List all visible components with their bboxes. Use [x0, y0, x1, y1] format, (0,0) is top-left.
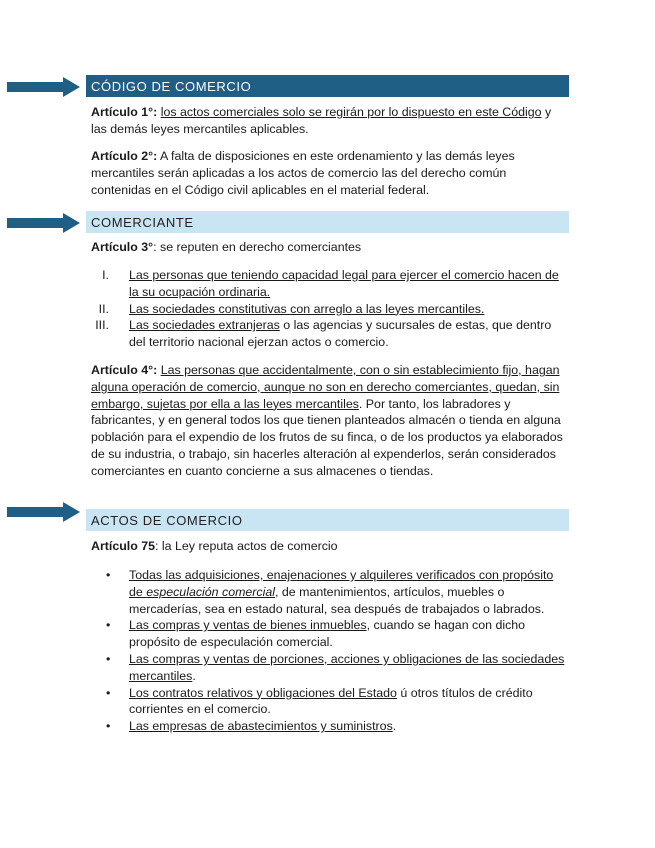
list-underlined-italic: especulación comercial [146, 584, 276, 599]
list-text: o las agencias y sucursales de estas, que dentro del territorio nacional ejerzan actos o comercio. [129, 318, 552, 350]
list-underlined: Las compras y ventas de porciones, acciones y obligaciones de las sociedades mercantiles [129, 651, 565, 683]
article-label: Artículo 3° [91, 240, 154, 254]
article-label: Artículo 4°: [91, 363, 158, 377]
article-label: Artículo 75 [91, 539, 156, 553]
list-underlined: Todas las adquisiciones, enajenaciones y alquileres verificados con propósito de [129, 568, 554, 599]
bullet-icon: • [106, 651, 111, 666]
list-item [91, 617, 569, 651]
list-item [91, 685, 569, 719]
article-text: A falta de disposiciones en este ordenamiento y las demás leyes mercantiles serán aplicadas a los actos de comercio las del derecho común contenidas en el Código civil aplicables en el material federal. [91, 149, 515, 197]
list-item [91, 301, 569, 318]
bullet-icon: • [106, 618, 111, 633]
list-underlined: Las personas que teniendo capacidad legal para ejercer el comercio hacen de la su ocupación ordinaria. [129, 268, 559, 299]
bullet-icon: • [106, 685, 111, 700]
article-underlined: Las personas que accidentalmente, con o sin establecimiento fijo, hagan alguna operación de comercio, aunque no son en derecho comerciantes, quedan, sin embargo, sujetas por ella a las leyes mercantiles [91, 363, 560, 411]
article-text: . Por tanto, los labradores y fabricantes, y en general todos los que tienen planteados almacén o tienda en alguna población para el expendio de los frutos de su finca, o de los productos ya elaborados de su industria, o trabajo, sin hacerles alteración al expenderlos, serán considerados comerciantes en cuanto concierne a sus almacenes o tiendas. [91, 396, 563, 478]
right-arrow-icon [7, 77, 80, 97]
article-1 [91, 104, 569, 138]
list-text: , de mantenimientos, artículos, muebles o mercaderías, sea en estado natural, sea después de trabajados o labrados. [129, 584, 545, 616]
list-text: ú otros títulos de crédito corrientes en el comercio. [129, 685, 533, 717]
list-text: . [192, 668, 196, 683]
list-item [91, 267, 569, 301]
list-underlined: Las compras y ventas de bienes inmuebles [129, 618, 367, 633]
section-title-comerciante: COMERCIANTE [86, 211, 569, 233]
right-arrow-icon [7, 213, 80, 233]
article-3-list [91, 267, 569, 351]
list-item [91, 567, 569, 617]
list-item [91, 317, 569, 351]
article-text: : la Ley reputa actos de comercio [155, 539, 338, 553]
article-text: y las demás leyes mercantiles aplicables. [91, 105, 552, 136]
article-text: : se reputen en derecho comerciantes [153, 240, 362, 254]
bullet-icon: • [106, 568, 111, 582]
article-75-list [91, 567, 569, 735]
list-text: , cuando se hagan con dicho propósito de especulación comercial. [129, 618, 526, 650]
article-underlined: los actos comerciales solo se regirán por lo dispuesto en este Código [160, 105, 542, 119]
list-text: . [392, 719, 397, 734]
article-label: Artículo 1°: [91, 105, 158, 119]
bullet-icon: • [106, 719, 111, 734]
section-title-actos: ACTOS DE COMERCIO [86, 509, 569, 531]
list-underlined: Las sociedades constitutivas con arreglo a las leyes mercantiles. [129, 301, 485, 316]
list-underlined: Los contratos relativos y obligaciones del Estado [129, 685, 397, 700]
list-item [91, 718, 569, 735]
list-item [91, 651, 569, 685]
list-underlined: Las sociedades extranjeras [129, 318, 280, 333]
list-marker: III. [95, 318, 109, 333]
section-title-codigo: CÓDIGO DE COMERCIO [86, 75, 569, 97]
list-underlined: Las empresas de abastecimientos y suministros [129, 719, 393, 734]
article-4 [91, 362, 569, 480]
article-label: Artículo 2°: [91, 149, 158, 163]
list-marker: I. [102, 268, 109, 282]
article-75 [91, 538, 569, 555]
right-arrow-icon [7, 502, 80, 522]
article-3 [91, 239, 569, 256]
article-2 [91, 148, 569, 198]
list-marker: II. [98, 301, 109, 316]
